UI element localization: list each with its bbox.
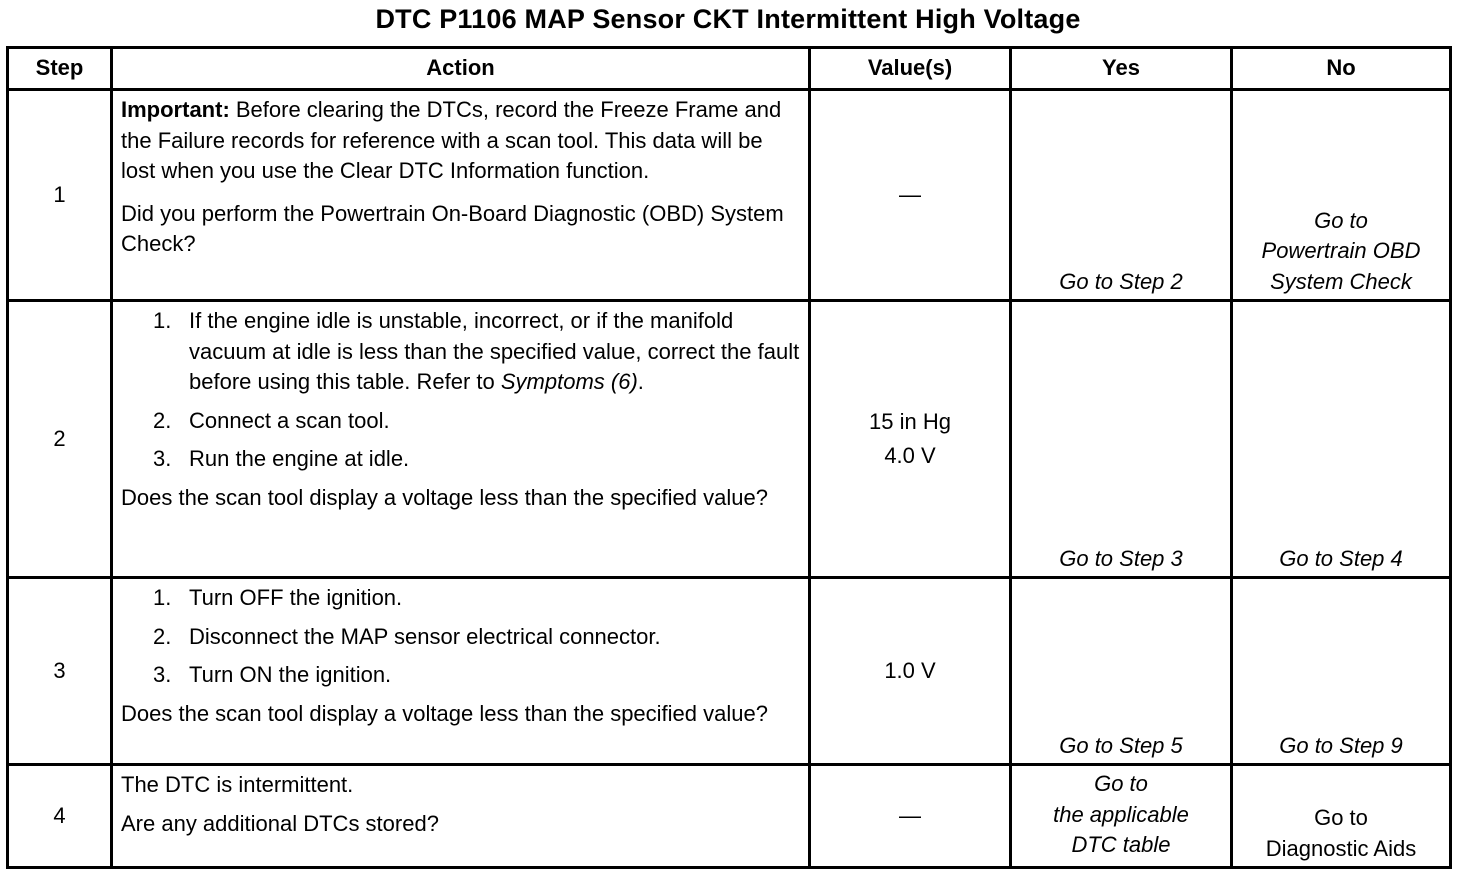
yes-line: Go to bbox=[1094, 771, 1148, 797]
no-cell bbox=[1232, 301, 1451, 578]
yes-cell bbox=[1011, 301, 1232, 578]
header-yes: Yes bbox=[1011, 48, 1232, 90]
item-text: . bbox=[637, 369, 644, 394]
yes-link: Go to Step 5 bbox=[1059, 732, 1183, 758]
step-number: 2 bbox=[8, 301, 112, 578]
step-number: 1 bbox=[8, 90, 112, 301]
item-text: Run the engine at idle. bbox=[189, 446, 410, 471]
action-cell bbox=[112, 301, 810, 578]
item-number: 1. bbox=[153, 585, 172, 610]
list-item bbox=[153, 622, 800, 653]
no-link: Go to Step 4 bbox=[1279, 545, 1403, 571]
value-dash: — bbox=[899, 802, 921, 828]
list-item bbox=[153, 306, 800, 398]
item-number: 2. bbox=[153, 407, 172, 433]
step-number: 3 bbox=[8, 578, 112, 765]
header-action: Action bbox=[112, 48, 810, 90]
no-line: Go to bbox=[1314, 207, 1368, 233]
action-cell bbox=[112, 578, 810, 765]
yes-link: Go to Step 3 bbox=[1059, 545, 1183, 571]
important-text: Before clearing the DTCs, record the Freeze Frame and the Failure records for reference with a scan tool. This data will be lost when you use the Clear DTC Information function. bbox=[121, 97, 782, 183]
table-row bbox=[8, 765, 1451, 868]
item-text: Connect a scan tool. bbox=[189, 407, 390, 433]
action-question: Does the scan tool display a voltage less than the specified value? bbox=[121, 484, 768, 510]
item-text: If the engine idle is unstable, incorrect, or if the manifold vacuum at idle is less than the specified value, correct the fault before using this table. Refer to bbox=[189, 308, 800, 394]
no-line: Go to bbox=[1314, 805, 1368, 830]
yes-link: Go to Step 2 bbox=[1059, 268, 1183, 294]
value-line: 4.0 V bbox=[884, 443, 936, 468]
item-number: 2. bbox=[153, 623, 172, 649]
no-cell bbox=[1232, 90, 1451, 301]
item-reference: Symptoms (6) bbox=[500, 369, 638, 394]
table-row bbox=[8, 578, 1451, 765]
list-item bbox=[153, 444, 800, 475]
item-text: Turn OFF the ignition. bbox=[189, 585, 403, 610]
value-cell bbox=[810, 90, 1011, 301]
item-text: Disconnect the MAP sensor electrical connector. bbox=[189, 623, 661, 649]
action-question: Are any additional DTCs stored? bbox=[121, 810, 439, 836]
action-question: Did you perform the Powertrain On-Board Diagnostic (OBD) System Check? bbox=[121, 200, 784, 256]
no-line: Powertrain OBD bbox=[1261, 238, 1421, 263]
value-cell bbox=[810, 765, 1011, 868]
value-dash: — bbox=[899, 181, 921, 207]
no-line: Diagnostic Aids bbox=[1265, 835, 1417, 861]
list-item bbox=[153, 406, 800, 437]
yes-cell bbox=[1011, 578, 1232, 765]
value-line: 15 in Hg bbox=[869, 408, 951, 434]
item-number: 3. bbox=[153, 662, 172, 687]
action-cell bbox=[112, 90, 810, 301]
yes-line: the applicable bbox=[1053, 801, 1189, 827]
header-no: No bbox=[1232, 48, 1451, 90]
yes-cell bbox=[1011, 90, 1232, 301]
no-cell bbox=[1232, 578, 1451, 765]
item-number: 1. bbox=[153, 308, 172, 333]
no-line: System Check bbox=[1270, 268, 1412, 294]
list-item bbox=[153, 660, 800, 691]
action-cell bbox=[112, 765, 810, 868]
table-header-row bbox=[8, 48, 1451, 90]
header-values: Value(s) bbox=[810, 48, 1011, 90]
action-steps bbox=[121, 583, 800, 691]
action-text: The DTC is intermittent. bbox=[121, 772, 354, 797]
action-steps bbox=[121, 306, 800, 475]
no-cell bbox=[1232, 765, 1451, 868]
yes-line: DTC table bbox=[1071, 832, 1171, 858]
table-row bbox=[8, 90, 1451, 301]
diagnostic-table bbox=[6, 46, 1452, 869]
action-question: Does the scan tool display a voltage less than the specified value? bbox=[121, 700, 768, 726]
important-label: Important: bbox=[121, 97, 230, 122]
no-link: Go to Step 9 bbox=[1279, 732, 1403, 758]
yes-cell bbox=[1011, 765, 1232, 868]
value-cell bbox=[810, 578, 1011, 765]
page-title: DTC P1106 MAP Sensor CKT Intermittent High Voltage bbox=[375, 4, 1081, 34]
value-line: 1.0 V bbox=[884, 657, 936, 683]
step-number: 4 bbox=[8, 765, 112, 868]
important-note bbox=[121, 95, 800, 187]
header-step: Step bbox=[8, 48, 112, 90]
list-item bbox=[153, 583, 800, 614]
value-cell bbox=[810, 301, 1011, 578]
item-number: 3. bbox=[153, 446, 172, 471]
table-row bbox=[8, 301, 1451, 578]
item-text: Turn ON the ignition. bbox=[189, 662, 392, 687]
